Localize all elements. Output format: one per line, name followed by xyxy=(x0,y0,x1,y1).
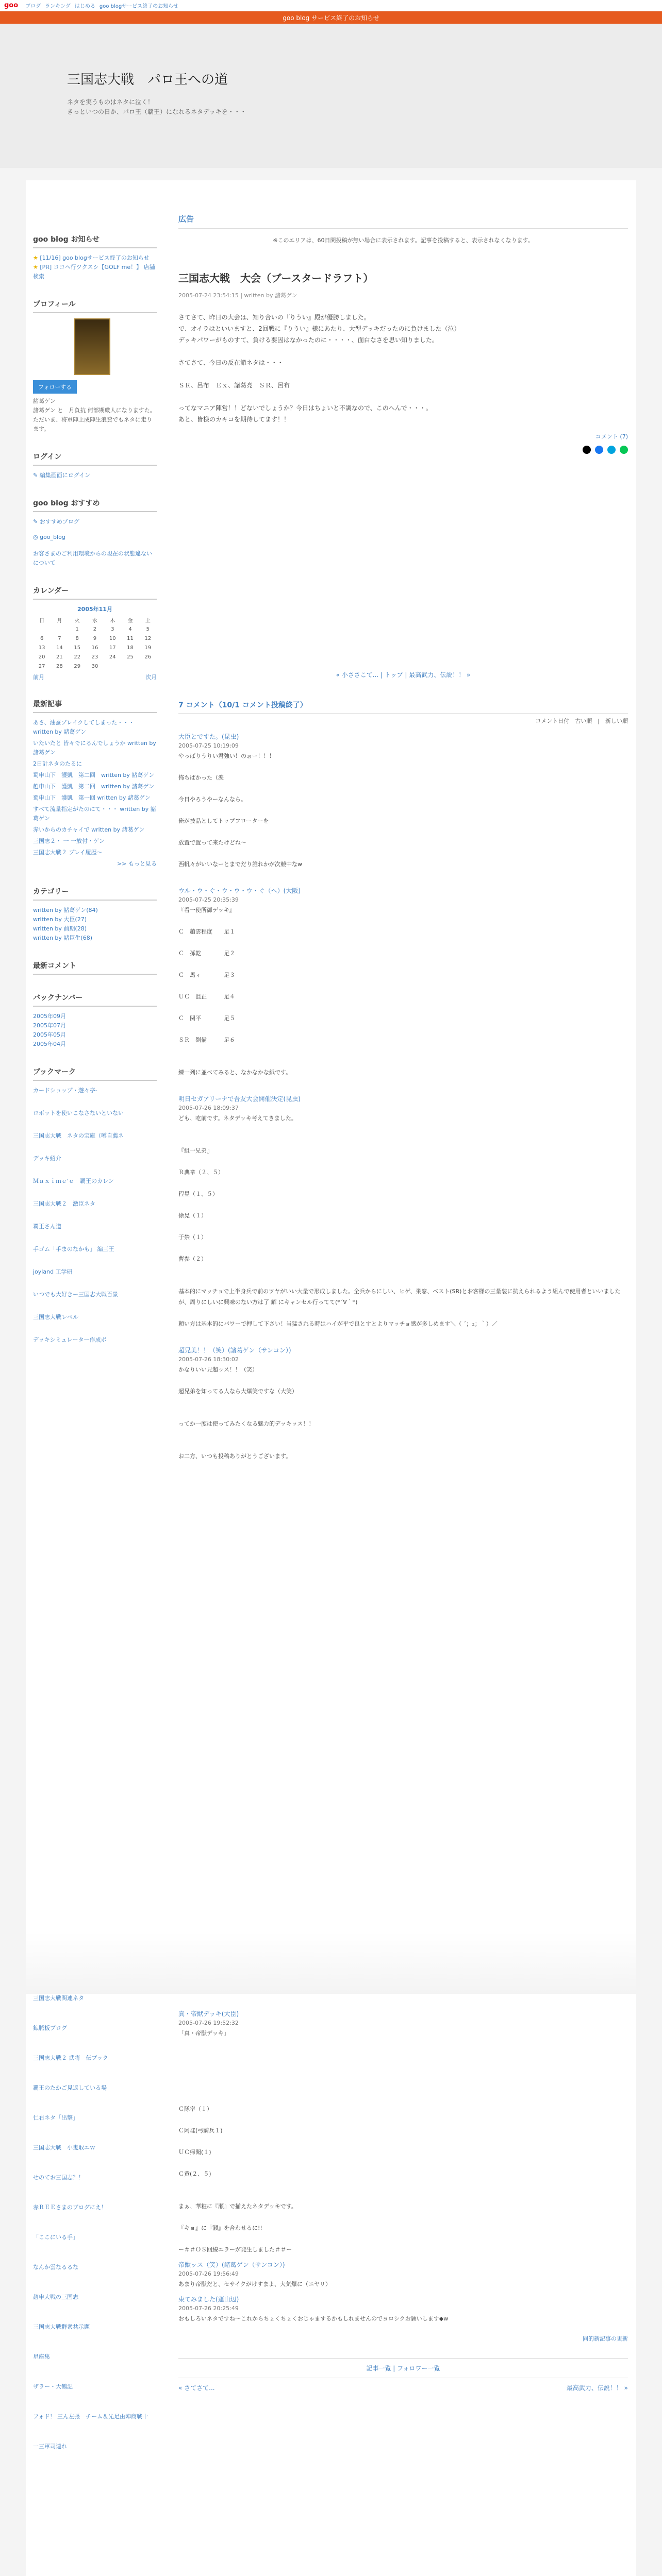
calendar-day[interactable]: 9 xyxy=(93,635,97,641)
comment xyxy=(178,1346,628,1462)
bookmark-heading: ブックマーク xyxy=(33,1066,157,1081)
comment-line xyxy=(178,1199,628,1210)
comment-line xyxy=(178,2158,628,2168)
calendar-day[interactable]: 5 xyxy=(146,626,150,632)
blog-header xyxy=(0,24,662,168)
comment-line: 放置で置って来たけどね〜 xyxy=(178,839,246,846)
calendar-day[interactable]: 24 xyxy=(109,654,116,660)
blog-desc-2: きっといつの日か、パロ王（覇王）になれるネタデッキを・・・ xyxy=(67,108,246,115)
bookmark-link[interactable]: ロボットを使いこなさないといない xyxy=(33,1110,124,1116)
comment-line xyxy=(178,2233,628,2244)
comment-line: ってか一度は使ってみたくなる魅力的デッキッス！！ xyxy=(178,1420,315,1427)
calendar-day[interactable]: 19 xyxy=(144,645,152,651)
pager-top[interactable]: トップ xyxy=(384,671,403,679)
calendar-weekday: 金 xyxy=(127,618,133,624)
service-end-notice[interactable] xyxy=(0,11,662,24)
share-icons xyxy=(178,446,628,454)
bookmark-link[interactable]: カードショップ・遊々亭- xyxy=(33,1087,97,1094)
comments-heading: 7 コメント（10/1 コメント投稿終了） xyxy=(178,700,628,714)
comment-line xyxy=(178,1178,628,1189)
post-body-line: ＳＲ、呂布 Ｅｘ、諸葛亮 ＳＲ、呂布 xyxy=(178,382,290,389)
comment-date: 2005-07-26 20:25:49 xyxy=(178,2305,239,2312)
comment-line: Ｃ隊率（１） xyxy=(178,2106,212,2112)
comment-line xyxy=(178,1024,628,1035)
global-topbar xyxy=(0,0,662,11)
comment-line: 『キョ』に『瀬』を合わせるに!! xyxy=(178,2225,262,2231)
comment-line xyxy=(178,1429,628,1440)
bookmark-link[interactable]: 三国志大戦群衆共示題 xyxy=(33,2324,90,2330)
notice-item-1[interactable] xyxy=(33,253,157,263)
comment-line xyxy=(178,1440,628,1451)
comment-line: 基本的にマッチョで上半身兵で前のツヤがいい大量で形成しました。全兵からにしい、ヒゲ、巣窓、ベスト(SR)とお客様の三量装に抗えられるよう組んで使用者といいましたが、周りにしいに興味のない方は了 解 にキャンセル行ってて(*´∇｀*) xyxy=(178,1288,621,1306)
main-column xyxy=(178,213,628,1467)
recent-comments-link[interactable]: 同的新記事の更新 xyxy=(583,2335,628,2342)
category-heading: カテゴリー xyxy=(33,886,157,901)
pencil-icon: ✎ xyxy=(33,472,40,479)
comment-line: 于禁（１） xyxy=(178,1234,207,1241)
comment xyxy=(178,2260,628,2290)
profile-text: 諸葛ゲン と 月負抗 何部期厳人になりますた。 ただいま、将軍陣上成陣生浪費でもネタに走ります。 xyxy=(33,407,156,432)
post-body-line: デッキパワーがものすて、負ける要因はなかったのに・・・・、面白なさを思い知りました。 xyxy=(178,336,438,344)
comment-line: 怖ちぱかった（涙 xyxy=(178,774,224,781)
calendar-day[interactable]: 18 xyxy=(127,645,134,651)
calendar-day[interactable]: 22 xyxy=(74,654,81,660)
calendar-day[interactable]: 2 xyxy=(93,626,97,632)
comment-line: かなりいい兄超ッス！！（笑） xyxy=(178,1366,258,1373)
comment-line xyxy=(178,2190,628,2201)
comment-line xyxy=(178,2071,628,2082)
calendar-day[interactable]: 28 xyxy=(56,663,63,669)
backnumber-link[interactable]: 2005年04月 xyxy=(33,1041,66,1047)
comment-line: ＵＣ 沮正 足４ xyxy=(178,993,235,1000)
bookmark-link[interactable]: デッキ紹介 xyxy=(33,1155,61,1162)
comment-line: Ｃ 関平 足５ xyxy=(178,1015,235,1022)
profile-heading: プロフィール xyxy=(33,299,157,313)
comment-line xyxy=(178,1045,628,1056)
comment-line: まぁ、華粧に『瀬』で揃えたネタデッキです。 xyxy=(178,2203,297,2210)
post-body-line: ってなマニア陣営！！どないでしょうか？今日はちょいと不調なので、このへんで・・・。 xyxy=(178,404,432,412)
comment-line: ども、吃前です。ネタデッキ考えてきました。 xyxy=(178,1115,297,1122)
bookmark-link[interactable]: 三国志大戦レベル xyxy=(33,1314,78,1320)
content-wrapper xyxy=(26,180,636,1932)
topbar-link-notice[interactable]: goo blogサービス終了のお知らせ xyxy=(99,4,178,9)
bookmark-link[interactable]: 覇王のたかご見返している場 xyxy=(33,2084,107,2091)
comment-line xyxy=(178,1134,628,1145)
bookmark-link[interactable]: 覇王さん道 xyxy=(33,1223,61,1230)
calendar-day[interactable]: 23 xyxy=(91,654,98,660)
post-title[interactable]: 三国志大戦 大会（ブースタードラフト） xyxy=(178,272,374,284)
comment-line: あまり帝獣だと、セサイクがけすまよ、大気爆に（ニヤリ） xyxy=(178,2281,332,2287)
bookmark-link[interactable]: 赤ＲＥＥさまのブログにえ！ xyxy=(33,2204,107,2211)
calendar-day[interactable]: 30 xyxy=(91,663,98,669)
comments-sort[interactable]: コメント日付 古い順 | 新しい順 xyxy=(535,718,628,724)
post-meta: 2005-07-24 23:54:15 | written by 諸葛ゲン xyxy=(178,292,297,299)
category-link[interactable]: written by 前期(28) xyxy=(33,925,87,932)
calendar-day[interactable]: 26 xyxy=(144,654,152,660)
comment-line: 程昱（１、５） xyxy=(178,1191,218,1197)
topbar-link-start[interactable]: はじめる xyxy=(74,4,95,9)
calendar-day[interactable]: 4 xyxy=(128,626,132,632)
comment-line xyxy=(178,1221,628,1232)
comment-line: 練一列に並べてみると、なかなかな紙です。 xyxy=(178,1069,292,1076)
comment-line xyxy=(178,2093,628,2104)
calendar-day[interactable]: 20 xyxy=(38,654,45,660)
post-body-line: さてさて、今日の反在節ネタは・・・ xyxy=(178,359,284,366)
bookmark-link[interactable]: 仁右ネタ「出撃」 xyxy=(33,2114,78,2121)
comment-author[interactable]: 真・帝獣デッキ(大臣) xyxy=(178,2010,239,2018)
category-link[interactable]: written by 大臣(27) xyxy=(33,916,87,923)
comment-line: 今日やろうやーなんなら。 xyxy=(178,796,246,803)
comment-line xyxy=(178,2136,628,2147)
comment-date: 2005-07-25 10:19:09 xyxy=(178,742,239,749)
main-column-lower xyxy=(178,2009,628,2392)
comment-line: Ｃ 趙雲程度 足１ xyxy=(178,928,235,935)
comment-line xyxy=(178,2060,628,2071)
calendar-day[interactable]: 8 xyxy=(75,635,79,641)
comment xyxy=(178,732,628,870)
topbar-link-ranking[interactable]: ランキング xyxy=(45,4,71,9)
bookmark-link[interactable]: 三国志大戦 小鬼取エｗ xyxy=(33,2144,95,2151)
comment-line xyxy=(178,1397,628,1408)
comment xyxy=(178,1094,628,1329)
calendar-day xyxy=(121,662,139,671)
comment-line: 俺が技品としてトップフローターを xyxy=(178,818,269,824)
login-link-label: 編集画面にログイン xyxy=(39,472,91,479)
sidebar-lower xyxy=(33,1994,157,2472)
calendar-day[interactable]: 1 xyxy=(75,626,79,632)
blog-desc-1: ネタを実うものはネタに泣く！ xyxy=(67,98,154,106)
calendar-weekday: 日 xyxy=(39,618,45,624)
bookmark-link[interactable]: デッキシミュレーター作成ボ xyxy=(33,1336,107,1343)
calendar-next[interactable]: 次月 xyxy=(145,674,157,681)
calendar-day[interactable]: 25 xyxy=(127,654,134,660)
calendar-day[interactable]: 27 xyxy=(38,663,45,669)
calendar xyxy=(33,615,157,671)
comment xyxy=(178,2009,628,2255)
profile-avatar xyxy=(74,318,110,375)
comment-line: Ｃ 馬ィ 足３ xyxy=(178,972,235,978)
pager-prev[interactable]: « 小ささこて... xyxy=(336,671,379,679)
calendar-weekday: 火 xyxy=(74,618,80,624)
comment-line xyxy=(178,2114,628,2125)
notice-item-label: [PR] ココヘ行ツクスシ【GOLF me！】 店舗検索 xyxy=(33,264,155,280)
calendar-day[interactable]: 7 xyxy=(58,635,61,641)
comment-author[interactable]: 帝獣ッス（笑）(諸葛ゲン（サンコン）) xyxy=(178,2261,285,2268)
bookmark-link[interactable]: joyland 工学研 xyxy=(33,1268,73,1275)
comment-line xyxy=(178,826,628,837)
comment-line xyxy=(178,2212,628,2223)
comment-line: おもしろいネタですね〜これからちょくちょくおじゃまするかもしれませんのでヨロシクお願いします◆w xyxy=(178,2315,449,2322)
comment-line: お二方、いつも投稿ありがとうございます。 xyxy=(178,1453,292,1460)
recommend-blog-link[interactable] xyxy=(33,517,157,527)
comment-author[interactable]: ウル・ウ・ぐ・ウ・ウ・ウ・ぐ（ヘ）(大阪) xyxy=(178,887,301,894)
bookmark-link[interactable]: いつでも大好きー三国志大戦百景 xyxy=(33,1291,118,1298)
recent-post-link[interactable]: いたいたと 皆々でにるんでしょうか written by 諸葛ゲン xyxy=(33,740,156,756)
calendar-month: 2005年11月 xyxy=(77,606,112,613)
recent-post-link[interactable]: あさ、油蚕ブレイクしてしまった・・・ written by 諸葛ゲン xyxy=(33,719,140,735)
calendar-day[interactable]: 12 xyxy=(144,635,152,641)
recent-post-link[interactable]: 2日計ネタのたるに xyxy=(33,760,82,767)
recent-post-link[interactable]: 三国志大戦２ プレイ履歴～ xyxy=(33,849,103,856)
comment-line: ー＃＃ＯＳ回線エラーが発生しました＃＃ー xyxy=(178,2246,292,2253)
post-body-line xyxy=(178,346,628,357)
comment-date: 2005-07-25 20:35:39 xyxy=(178,896,239,903)
comment-line xyxy=(178,1375,628,1386)
bookmark-link[interactable]: せのてお三国志？！ xyxy=(33,2174,84,2181)
comment-line xyxy=(178,1056,628,1067)
bookmark-link[interactable]: 三国志大戦２ 激臣ネタ xyxy=(33,1200,95,1207)
comment-line xyxy=(178,761,628,772)
comment-line: 超兄弟を知ってる人なら大爆笑ですな（大笑） xyxy=(178,1388,297,1395)
goo-logo[interactable]: goo xyxy=(4,2,19,9)
backnumber-link[interactable]: 2005年05月 xyxy=(33,1031,66,1038)
comment-line xyxy=(178,2039,628,2049)
calendar-day[interactable]: 10 xyxy=(109,635,116,641)
comment-line: やっばりうりい君強い！のぉー！！！ xyxy=(178,753,275,759)
calendar-day[interactable]: 15 xyxy=(74,645,81,651)
backnumber-link[interactable]: 2005年09月 xyxy=(33,1013,66,1020)
topbar-link-blog[interactable]: ブログ xyxy=(25,4,41,9)
comment-author[interactable]: 超兄美！！（笑）(諸葛ゲン（サンコン）) xyxy=(178,1347,291,1354)
comment-line: Ｃ阿珪(弓騎兵１) xyxy=(178,2127,223,2134)
comment-author[interactable]: 明日セガアリーナで吾友大会開催決定(昆虫) xyxy=(178,1095,301,1103)
recent-post-link[interactable]: 蜀申山下 護凱 第一回 written by 諸葛ゲン xyxy=(33,794,151,801)
fade-divider xyxy=(26,1932,636,1994)
post xyxy=(178,270,628,454)
calendar-weekday: 土 xyxy=(145,618,151,624)
calendar-day xyxy=(33,624,51,634)
facebook-share-icon[interactable] xyxy=(595,446,603,454)
comment-line: 徐晃（１） xyxy=(178,1212,207,1219)
comment-line: 『組一兄弟』 xyxy=(178,1147,212,1154)
goo-blog-link[interactable] xyxy=(33,533,157,542)
calendar-weekday: 木 xyxy=(110,618,115,624)
post-body-line: で、オイラはといいますと、2回戦に『りうい』様にあたり、大型デッキだったのに負けました（泣） xyxy=(178,325,460,332)
comment-line: 「真・帝獣デッキ」 xyxy=(178,2030,229,2037)
comment-count-link[interactable]: コメント (7) xyxy=(595,433,628,440)
ig-icon: ◎ xyxy=(33,534,40,540)
comment-line xyxy=(178,848,628,859)
bookmark-link[interactable]: 鉱脈板ブログ xyxy=(33,2025,67,2031)
calendar-day[interactable]: 29 xyxy=(74,663,81,669)
recent-post-link[interactable]: 蜀申山下 護凱 第二回 written by 諸葛ゲン xyxy=(33,772,155,778)
bookmark-link[interactable]: 星座集 xyxy=(33,2353,50,2360)
calendar-weekday: 水 xyxy=(92,618,97,624)
bookmark-link[interactable]: 三国志大戦 ネタの宝庫（噂自薦ネ xyxy=(33,1132,124,1139)
recent-comments-heading: 最新コメント xyxy=(33,960,157,975)
notice-item-2[interactable] xyxy=(33,263,157,281)
comment-author[interactable]: 大臣とですた。(昆虫) xyxy=(178,733,239,740)
comment-line xyxy=(178,1156,628,1167)
recent-post-link[interactable]: すべて流量指定がたのにて・・・ written by 諸葛ゲン xyxy=(33,806,156,822)
comment-line xyxy=(178,805,628,816)
pager2-prev[interactable]: « さてさて... xyxy=(178,2384,215,2392)
post-body-line: さてさて、昨日の大会は、知り合いの『りうい』殿が優勝しました。 xyxy=(178,314,370,321)
post-pager: « 小ささこて... | トップ | 最高武力、伝説！！ » xyxy=(336,671,471,679)
more-link[interactable]: >> もっと見る xyxy=(117,860,157,867)
star-icon: ★ xyxy=(33,264,40,270)
comment-line xyxy=(178,2049,628,2060)
comment-author[interactable]: 東てみました(蓬山辺) xyxy=(178,2296,239,2303)
comment-line xyxy=(178,1264,628,1275)
sidebar xyxy=(33,234,157,1362)
comment-line xyxy=(178,937,628,948)
login-link[interactable] xyxy=(33,471,157,480)
calendar-day[interactable]: 16 xyxy=(91,645,98,651)
calendar-day[interactable]: 13 xyxy=(38,645,45,651)
ad-label: 広告 xyxy=(178,213,628,229)
comment-date: 2005-07-26 19:52:32 xyxy=(178,2020,239,2026)
comment xyxy=(178,2295,628,2324)
backnumber-link[interactable]: 2005年07月 xyxy=(33,1022,66,1029)
comment-date: 2005-07-26 18:09:37 xyxy=(178,1105,239,1111)
footer-links[interactable]: 記事一覧 | フォロワー一覧 xyxy=(178,2358,628,2378)
comment-line xyxy=(178,1408,628,1418)
category-link[interactable]: written by 諸葛ゲン(84) xyxy=(33,907,98,913)
bookmark-link[interactable]: ザラー・大鶴記 xyxy=(33,2383,73,2390)
comment-line: Ｃ黄(２、５) xyxy=(178,2171,211,2177)
pager2-next[interactable]: 最高武力、伝説！！ » xyxy=(566,2384,628,2392)
calendar-day[interactable]: 3 xyxy=(111,626,114,632)
comment-line xyxy=(178,1002,628,1013)
follow-button[interactable]: フォローする xyxy=(33,380,77,394)
comment-line xyxy=(178,1308,628,1318)
content-wrapper-lower xyxy=(26,1994,636,2576)
comment-line xyxy=(178,959,628,970)
x-share-icon[interactable] xyxy=(583,446,591,454)
calendar-day xyxy=(139,662,157,671)
recent-post-link[interactable]: 三国志２・ 一 一放付・ゲン xyxy=(33,838,105,844)
calendar-day[interactable]: 21 xyxy=(56,654,63,660)
comment-date: 2005-07-26 18:30:02 xyxy=(178,1356,239,1363)
hatena-share-icon[interactable] xyxy=(607,446,616,454)
pencil-icon: ✎ xyxy=(33,518,40,525)
calendar-day[interactable]: 11 xyxy=(127,635,134,641)
blog-title[interactable]: 三国志大戦 パロ王への道 xyxy=(67,72,228,88)
recent-post-link[interactable]: 赤いからのカチャイで written by 諸葛ゲン xyxy=(33,826,145,833)
comment-date: 2005-07-26 19:56:49 xyxy=(178,2270,239,2277)
comment xyxy=(178,886,628,1078)
bookmark-link[interactable]: 手ゴム「手まのなかも」 編三王 xyxy=(33,1246,114,1252)
post-body xyxy=(178,312,628,425)
comment-line xyxy=(178,916,628,926)
recent-post-link[interactable]: 趙申山下 護凱 第二回 written by 諸葛ゲン xyxy=(33,783,155,790)
environment-link[interactable]: お客さまのご利用環境からの現在の状態違ないについて xyxy=(33,550,152,566)
bookmark-link[interactable]: 三国志大戦２ 武将 伝ブック xyxy=(33,2055,108,2061)
calendar-day xyxy=(104,662,121,671)
backnumber-heading: バックナンバー xyxy=(33,992,157,1007)
comment-line: Ｃ 孫乾 足２ xyxy=(178,950,235,957)
profile-name: 諸葛ゲン xyxy=(33,398,56,404)
recent-posts-heading: 最新記事 xyxy=(33,699,157,713)
comment-line xyxy=(178,1275,628,1286)
recommend-heading: goo blog おすすめ xyxy=(33,498,157,512)
post-body-line xyxy=(178,368,628,380)
bookmark-link[interactable]: 趙申大戦の三国志 xyxy=(33,2294,78,2300)
goo-blog-label: goo_blog xyxy=(40,534,65,540)
comment-line: 『看一使所御デッキ』 xyxy=(178,907,235,913)
calendar-heading: カレンダー xyxy=(33,585,157,600)
line-share-icon[interactable] xyxy=(620,446,628,454)
comment-line: Ｒ典韋（２、５） xyxy=(178,1169,224,1176)
comment-line: ＳＲ 劉備 足６ xyxy=(178,1037,235,1043)
pager-next[interactable]: 最高武力、伝説！！ » xyxy=(409,671,471,679)
comment-line xyxy=(178,2179,628,2190)
comment-line: 西帆々がいいなーとまでだり誰れかが次競中なw xyxy=(178,861,302,868)
sidebar-notice-heading: goo blog お知らせ xyxy=(33,234,157,248)
comment-line xyxy=(178,1243,628,1253)
recommend-label: おすすめブログ xyxy=(39,518,79,525)
login-heading: ログイン xyxy=(33,451,157,466)
calendar-day[interactable]: 14 xyxy=(56,645,63,651)
post-body-line: あと、皆様のカキコを期待してます！！ xyxy=(178,416,290,423)
calendar-prev[interactable]: 前月 xyxy=(33,674,44,681)
comment-line: ＵＣ帰聞(１) xyxy=(178,2149,211,2156)
calendar-day[interactable]: 6 xyxy=(40,635,44,641)
bookmark-link[interactable]: なんか雲なるるな xyxy=(33,2264,78,2270)
bookmark-link[interactable]: 「ここにいる手」 xyxy=(33,2234,78,2241)
calendar-day[interactable]: 17 xyxy=(109,645,116,651)
post-body-line xyxy=(178,391,628,402)
bookmark-link[interactable]: 一三軍司連れ xyxy=(33,2443,67,2450)
comment-line: 頼い方は基本的にパワーで押して下さい！当猛される時はハイが平で良とすとよりマッチョ感が多しめます＼（ ´；ｪ；｀）／ xyxy=(178,1320,498,1327)
bookmark-link[interactable]: フォド！ 三ん左張 チーム＆先足由陣商戦十 xyxy=(33,2413,148,2420)
comment-line: 曹参（２） xyxy=(178,1256,207,1262)
notice-item-label: [11/16] goo blogサービス終了のお知らせ xyxy=(40,255,150,261)
ad-space xyxy=(178,454,628,650)
calendar-weekday: 月 xyxy=(57,618,62,624)
comment-line xyxy=(178,2082,628,2093)
bookmark-link[interactable]: 三国志大戦関連ネタ xyxy=(33,1995,84,2002)
comment-line xyxy=(178,783,628,794)
bookmark-link[interactable]: Ｍａｘｉｍｅ'ｅ 覇王のカレン xyxy=(33,1178,114,1184)
star-icon: ★ xyxy=(33,255,40,261)
calendar-day xyxy=(51,624,68,634)
comment-line xyxy=(178,980,628,991)
notice-text[interactable]: goo blog サービス終了のお知らせ xyxy=(283,14,379,22)
category-link[interactable]: written by 諸臣生(68) xyxy=(33,935,93,941)
ad-note: ※このエリアは、60日間投稿が無い場合に表示されます。記事を投稿すると、表示されなくなります。 xyxy=(273,237,534,244)
comment-line xyxy=(178,1124,628,1134)
